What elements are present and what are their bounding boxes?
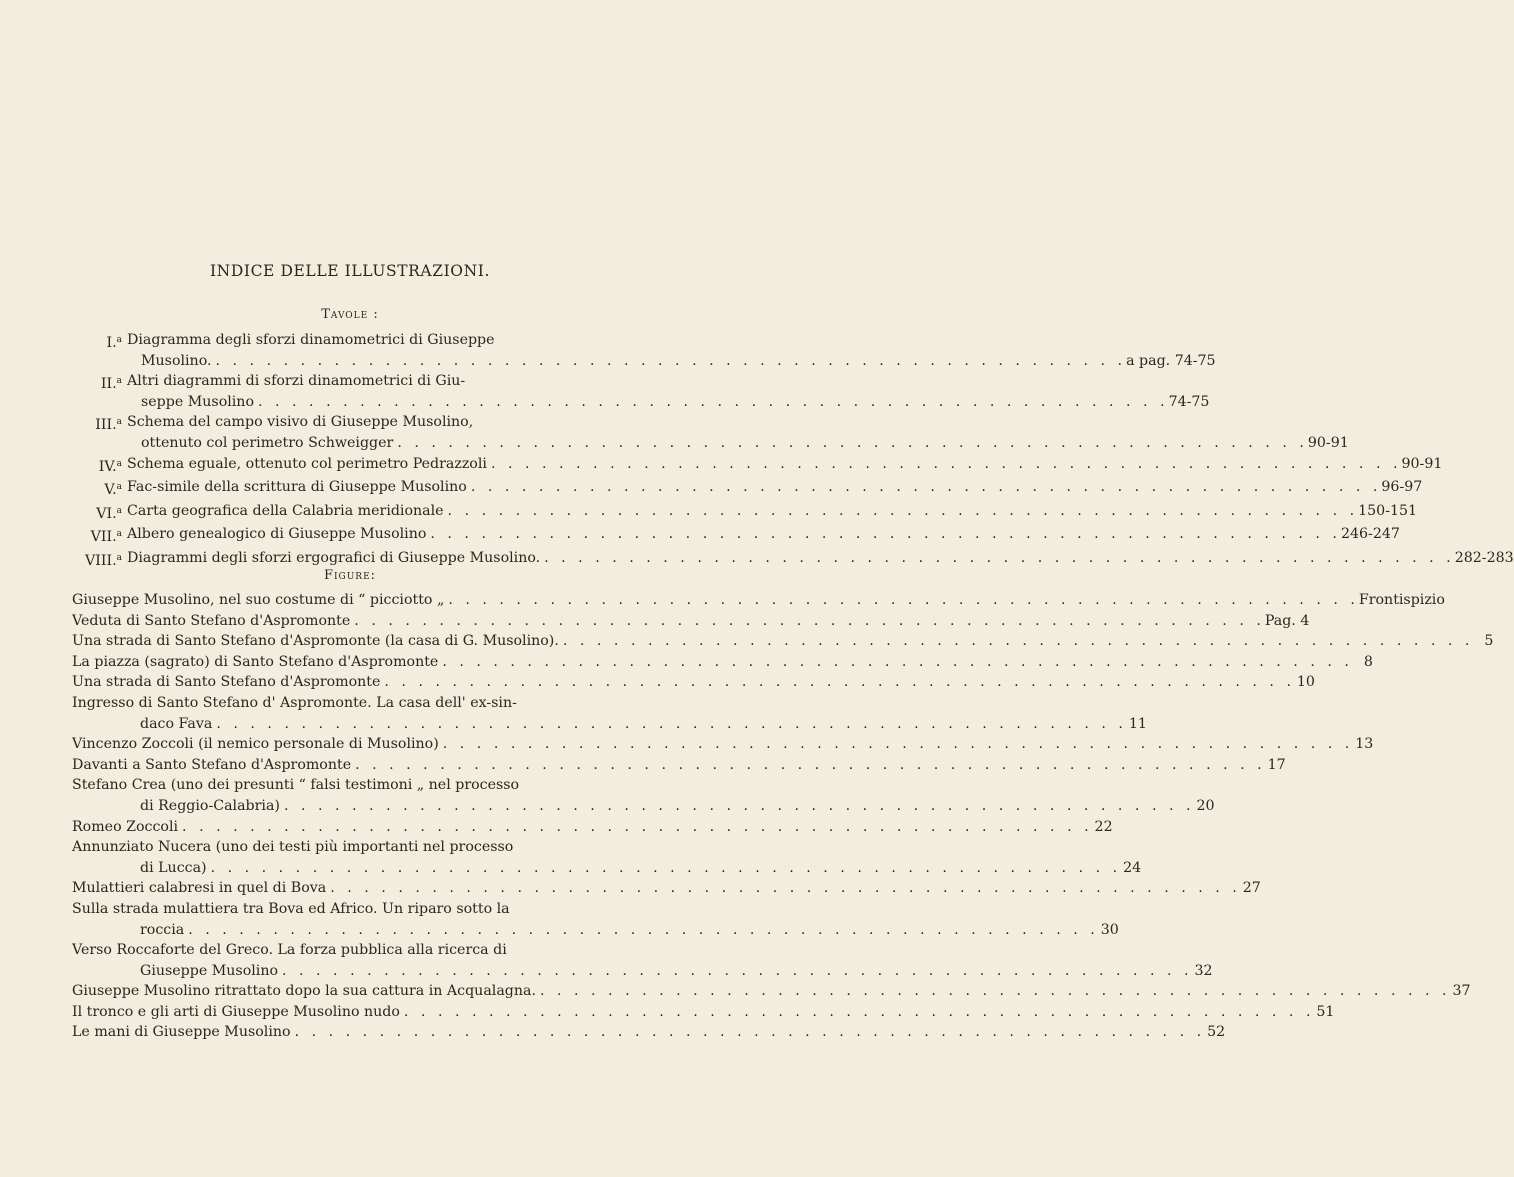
entry-line [72, 858, 1142, 879]
tavola-number [70, 371, 127, 412]
tavola-number-sup: a [116, 417, 122, 428]
entry-line [72, 672, 1315, 693]
figure-heading: Figure: [323, 568, 377, 583]
leader-dots [350, 611, 1265, 632]
entry-text: Una strada di Santo Stefano d'Aspromonte (la casa di G. Musolino). [72, 633, 559, 650]
figura-entry [72, 981, 1471, 1002]
entry-text: Giuseppe Musolino, nel suo costume di “ picciotto „ [72, 592, 445, 608]
tavola-number-sup: a [116, 335, 122, 345]
entry-page: Pag. 4 [1264, 612, 1310, 629]
entry-text: Altri diagrammi di sforzi dinamometrici di Giu- [127, 373, 466, 390]
entry-line [72, 920, 1119, 941]
tavola-number-sup: a [116, 552, 122, 563]
entry-text: roccia [140, 921, 185, 938]
entry-line [127, 392, 1209, 413]
entry-page: Frontispizio [1358, 592, 1445, 608]
entry-line [72, 837, 588, 858]
tavola-body [127, 412, 1349, 453]
entry-line [72, 899, 588, 920]
entry-text: Diagrammi degli sforzi ergografici di Giuseppe Musolino. [127, 549, 541, 566]
figura-entry [72, 652, 1373, 673]
entry-page: 24 [1123, 859, 1142, 876]
tavola-number-sup: a [116, 505, 122, 516]
entry-line [72, 796, 1215, 817]
entry-text: Fac-simile della scrittura di Giuseppe Musolino [127, 479, 467, 496]
figura-entry [72, 940, 1213, 981]
leader-dots [207, 858, 1122, 879]
leader-dots [400, 1002, 1315, 1023]
figura-entry [72, 693, 1147, 734]
leader-dots [212, 351, 1127, 372]
entry-text: Annunziato Nucera (uno dei testi più importanti nel processo [72, 839, 514, 856]
tavola-number-text: V. [104, 482, 117, 499]
tavola-number-text: III. [95, 417, 117, 434]
tavola-body [127, 501, 1417, 525]
entry-text: Vincenzo Zoccoli (il nemico personale di Musolino) [72, 736, 439, 753]
figura-entry [72, 1022, 1226, 1043]
tavola-body [127, 477, 1422, 501]
figura-entry [72, 878, 1261, 899]
leader-dots [439, 734, 1354, 755]
entry-text: Le mani di Giuseppe Musolino [72, 1024, 291, 1041]
tavola-body [127, 524, 1400, 548]
entry-text: Musolino. [141, 352, 212, 369]
tavola-number [70, 330, 127, 371]
entry-line [127, 454, 1442, 475]
leader-dots [351, 755, 1266, 776]
tavola-number-sup: a [116, 529, 122, 540]
entry-line [127, 477, 1422, 498]
entry-page: a pag. 74-75 [1126, 352, 1216, 369]
tavole-list [70, 330, 1514, 572]
leader-dots [487, 454, 1402, 475]
figura-entry [72, 631, 1494, 652]
entry-line [127, 371, 1209, 392]
entry-page: 22 [1094, 818, 1113, 835]
leader-dots [326, 878, 1241, 899]
entry-line [72, 693, 588, 714]
entry-text: Ingresso di Santo Stefano d' Aspromonte. La casa dell' ex-sin- [72, 694, 517, 711]
leader-dots [438, 652, 1353, 673]
figura-entry [72, 1002, 1335, 1023]
entry-text: Giuseppe Musolino [140, 962, 278, 979]
entry-line [127, 548, 1514, 569]
entry-text: ottenuto col perimetro Schweigger [141, 434, 394, 451]
leader-dots [536, 981, 1451, 1002]
entry-line [127, 412, 1349, 433]
leader-dots [380, 672, 1295, 693]
tavola-number [70, 524, 127, 548]
entry-page: 8 [1363, 653, 1373, 670]
entry-page: 90-91 [1307, 434, 1349, 451]
entry-line [72, 878, 1261, 899]
entry-text: Carta geografica della Calabria meridionale [127, 502, 444, 519]
entry-page: 74-75 [1168, 393, 1210, 410]
leader-dots [467, 477, 1382, 498]
entry-page: 13 [1355, 736, 1374, 753]
tavola-number-text: IV. [98, 458, 117, 475]
leader-dots [426, 524, 1341, 545]
entry-line [72, 981, 1471, 1002]
entry-text: Sulla strada mulattiera tra Bova ed Africo. Un riparo sotto la [72, 900, 510, 917]
figura-entry [72, 611, 1310, 632]
entry-text: Il tronco e gli arti di Giuseppe Musolino nudo [72, 1003, 400, 1020]
entry-page: 5 [1484, 633, 1494, 650]
entry-text: Romeo Zoccoli [72, 818, 179, 835]
entry-page: 51 [1316, 1003, 1335, 1020]
entry-page: 150-151 [1358, 502, 1418, 519]
page-title: INDICE DELLE ILLUSTRAZIONI. [209, 262, 491, 280]
entry-line [127, 524, 1400, 545]
tavola-number [70, 501, 127, 525]
leader-dots [280, 796, 1195, 817]
figura-entry [72, 899, 1119, 940]
entry-line [72, 755, 1286, 776]
entry-line [72, 1022, 1226, 1043]
figure-list [72, 590, 1494, 1043]
figura-entry [72, 734, 1374, 755]
entry-line [72, 734, 1374, 755]
entry-text: Stefano Crea (uno dei presunti “ falsi testimoni „ nel processo [72, 777, 520, 794]
entry-text: Mulattieri calabresi in quel di Bova [72, 880, 327, 897]
entry-line [127, 501, 1417, 522]
tavola-number-text: II. [100, 376, 117, 393]
entry-page: 10 [1296, 674, 1315, 691]
entry-text: Veduta di Santo Stefano d'Aspromonte [72, 612, 351, 629]
figura-entry [72, 837, 1142, 878]
tavola-number-text: VIII. [85, 552, 117, 569]
entry-line [72, 961, 1213, 982]
figura-entry [72, 590, 1445, 611]
tavole-heading: Tavole : [321, 307, 379, 322]
entry-text: Giuseppe Musolino ritrattato dopo la sua cattura in Acqualagna. [72, 983, 536, 1000]
entry-page: 17 [1267, 756, 1286, 773]
leader-dots [291, 1022, 1206, 1043]
entry-page: 30 [1100, 921, 1119, 938]
leader-dots [559, 631, 1474, 652]
figura-entry [72, 755, 1286, 776]
leader-dots [393, 433, 1308, 454]
tavola-number [70, 477, 127, 501]
entry-page: 32 [1194, 962, 1213, 979]
entry-text: di Lucca) [140, 859, 207, 876]
entry-line [72, 590, 1445, 611]
entry-line [127, 433, 1349, 454]
entry-page: 90-91 [1401, 455, 1443, 472]
tavola-entry [70, 412, 1349, 453]
tavola-entry [70, 477, 1423, 501]
entry-page: 246-247 [1340, 526, 1400, 543]
entry-page: 37 [1452, 983, 1471, 1000]
tavola-entry [70, 501, 1418, 525]
entry-text: Schema del campo visivo di Giuseppe Musolino, [127, 414, 474, 431]
tavola-number-sup: a [116, 482, 122, 493]
entry-line [72, 817, 1113, 838]
entry-page: 27 [1242, 880, 1261, 897]
figura-entry [72, 672, 1315, 693]
tavola-body [127, 330, 1216, 371]
entry-text: daco Fava [140, 715, 213, 732]
entry-text: Albero genealogico di Giuseppe Musolino [127, 526, 427, 543]
entry-page: 11 [1128, 715, 1147, 732]
entry-text: di Reggio-Calabria) [140, 797, 280, 814]
entry-text: La piazza (sagrato) di Santo Stefano d'Aspromonte [72, 653, 439, 670]
tavola-number-sup: a [116, 376, 122, 387]
entry-page: 52 [1207, 1024, 1226, 1041]
leader-dots [178, 817, 1093, 838]
leader-dots [444, 501, 1359, 522]
entry-text: Una strada di Santo Stefano d'Aspromonte [72, 674, 381, 691]
entry-text: seppe Musolino [141, 393, 254, 410]
entry-text: Verso Roccaforte del Greco. La forza pubblica alla ricerca di [72, 942, 507, 959]
entry-text: Diagramma degli sforzi dinamometrici di Giuseppe [127, 332, 495, 348]
tavola-number [70, 412, 127, 453]
entry-line [72, 1002, 1335, 1023]
tavola-entry [70, 524, 1400, 548]
entry-page: 96-97 [1381, 479, 1423, 496]
entry-line [72, 631, 1494, 652]
tavola-body [127, 454, 1442, 478]
leader-dots [212, 714, 1127, 735]
tavola-number-text: I. [106, 335, 117, 351]
leader-dots [540, 548, 1455, 569]
tavola-entry [70, 454, 1443, 478]
leader-dots [184, 920, 1099, 941]
entry-text: Davanti a Santo Stefano d'Aspromonte [72, 756, 352, 773]
entry-page: 20 [1196, 797, 1215, 814]
leader-dots [254, 392, 1169, 413]
entry-line [72, 652, 1373, 673]
tavola-number [70, 454, 127, 478]
leader-dots [278, 961, 1193, 982]
tavola-entry [70, 330, 1216, 371]
tavola-number-sup: a [116, 458, 122, 469]
entry-line [72, 940, 588, 961]
entry-page: 282-283 [1454, 549, 1514, 566]
figura-entry [72, 817, 1113, 838]
tavola-entry [70, 371, 1210, 412]
entry-text: Schema eguale, ottenuto col perimetro Pedrazzoli [127, 455, 487, 472]
tavola-number-text: VI. [96, 505, 117, 522]
entry-line [127, 330, 1216, 351]
tavola-number-text: VII. [90, 529, 117, 546]
tavola-body [127, 371, 1209, 412]
entry-line [72, 611, 1310, 632]
figura-entry [72, 775, 1215, 816]
entry-line [72, 775, 588, 796]
entry-line [127, 351, 1216, 372]
leader-dots [444, 590, 1359, 611]
entry-line [72, 714, 1147, 735]
